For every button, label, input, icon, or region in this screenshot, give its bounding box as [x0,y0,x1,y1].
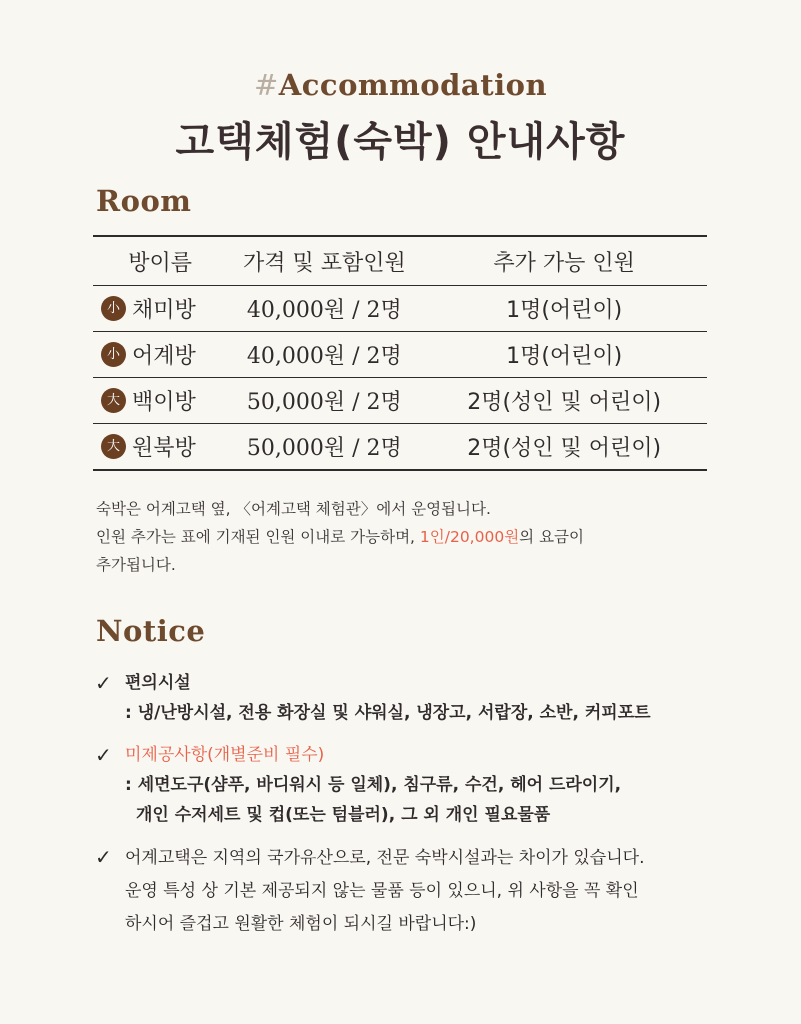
price-cell: 40,000원 / 2명 [227,332,421,378]
room-name: 원북방 [132,436,196,461]
price-cell: 40,000원 / 2명 [227,286,421,332]
room-name-cell [93,286,227,332]
room-name: 어계방 [132,344,196,369]
notice-list [95,668,735,953]
table-row [93,332,707,378]
notice-heading: 편의시설 [125,673,191,693]
notice-detail: 개인 수저세트 및 컵(또는 텀블러), 그 외 개인 필요물품 [136,805,551,825]
header-kicker [0,68,801,102]
notice-detail: : 냉/난방시설, 전용 화장실 및 샤워실, 냉장고, 서랍장, 소반, 커피포트 [125,703,651,723]
extra-cell: 1명(어린이) [421,332,707,378]
room-name-cell [93,424,227,471]
description-line-2 [96,523,716,551]
notice-item-heritage [95,842,735,941]
column-header-room-name: 방이름 [93,236,227,286]
extra-fee-highlight: 1인/20,000원 [419,528,520,546]
page-title: 고택체험(숙박) 안내사항 [175,119,626,165]
check-icon: ✓ [95,743,112,767]
hash-mark: # [253,68,279,102]
notice-section-title: Notice [96,614,206,648]
price-cell: 50,000원 / 2명 [227,424,421,471]
size-badge: 小 [101,342,126,367]
check-icon: ✓ [95,671,112,695]
price-cell: 50,000원 / 2명 [227,378,421,424]
description-line-1: 숙박은 어계고택 옆, 〈어계고택 체험관〉에서 운영됩니다. [96,500,491,518]
room-table [93,235,707,471]
extra-cell: 1명(어린이) [421,286,707,332]
room-section-title: Room [96,184,192,218]
extra-cell: 2명(성인 및 어린이) [421,378,707,424]
notice-text: 어계고택은 지역의 국가유산으로, 전문 숙박시설과는 차이가 있습니다. [125,848,645,868]
room-name: 백이방 [132,390,196,415]
description-line-2-pre: 인원 추가는 표에 기재된 인원 이내로 가능하며, [96,528,420,546]
size-badge: 大 [101,434,126,459]
size-badge: 大 [101,388,126,413]
notice-item-amenities [95,668,735,728]
room-name-cell [93,332,227,378]
notice-text: 하시어 즐겁고 원활한 체험이 되시길 바랍니다:) [125,914,477,934]
table-header-row [93,236,707,286]
kicker-text: Accommodation [278,68,548,102]
size-badge: 小 [101,296,126,321]
column-header-price: 가격 및 포함인원 [227,236,421,286]
room-name: 채미방 [132,298,196,323]
room-name-cell [93,378,227,424]
description-line-2-post: 의 요금이 [519,528,584,546]
check-icon: ✓ [95,845,112,869]
description-line-3: 추가됩니다. [96,556,176,574]
notice-text: 운영 특성 상 기본 제공되지 않는 물품 등이 있으니, 위 사항을 꼭 확인 [125,881,639,901]
notice-heading: 미제공사항(개별준비 필수) [125,745,325,765]
notice-detail: : 세면도구(샴푸, 바디워시 등 일체), 침구류, 수건, 헤어 드라이기, [125,775,622,795]
extra-cell: 2명(성인 및 어린이) [421,424,707,471]
notice-item-not-provided [95,740,735,830]
table-row [93,378,707,424]
table-row [93,286,707,332]
column-header-extra: 추가 가능 인원 [421,236,707,286]
table-row [93,424,707,471]
room-description [96,495,716,579]
